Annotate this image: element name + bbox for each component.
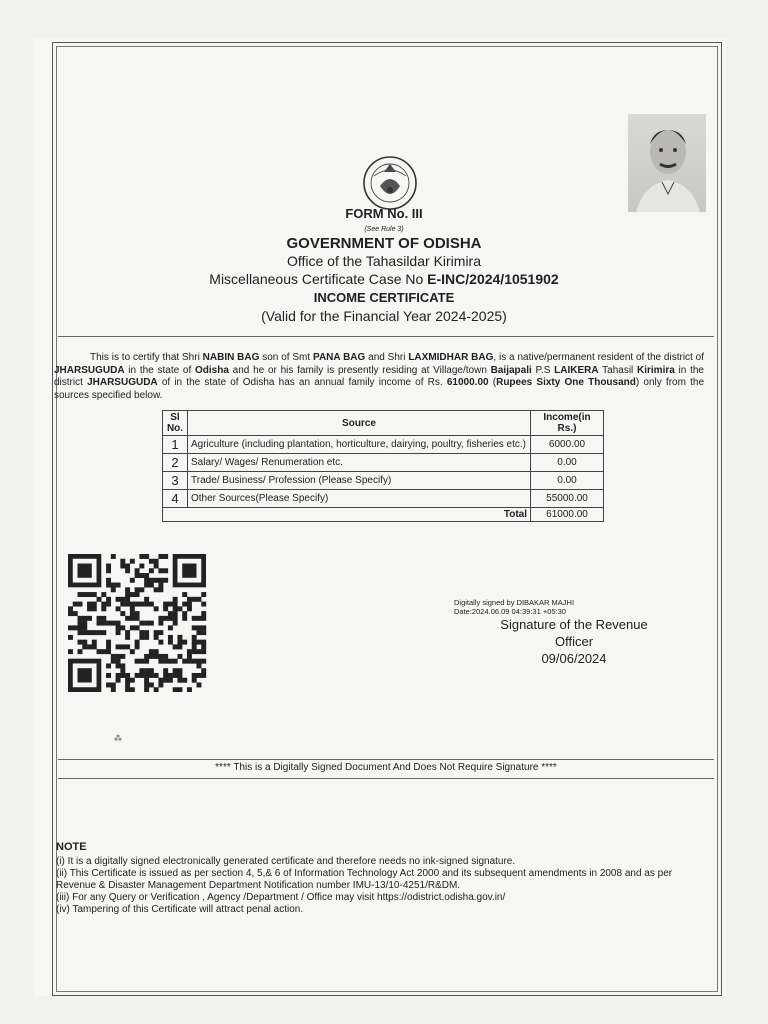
row-sl: 1	[163, 436, 188, 454]
income-words: Rupees Sixty One Thousand	[496, 377, 636, 388]
header-income: Income(in Rs.)	[531, 411, 604, 436]
see-rule-note: (See Rule 3)	[364, 226, 404, 233]
digital-signed-date: Date:2024.06.09 04:39:31 +05:30	[454, 607, 566, 616]
row-income: 0.00	[531, 454, 604, 472]
table-row	[163, 454, 604, 472]
body-text-11: (	[488, 377, 497, 388]
valid-suffix: )	[502, 308, 507, 324]
row-sl: 2	[163, 454, 188, 472]
body-text-4: , is a native/permanent resident of the district of	[493, 352, 704, 363]
list-item: (ii) This Certificate is issued as per section 4, 5,& 6 of Information Technology Act 2000 and its subsequent amendments in 2008 and as per Revenue & Disaster Management Department Notification number IMU-13/10-4251/R&DM.	[56, 868, 673, 891]
applicant-photo	[628, 114, 706, 212]
signature-date: 09/06/2024	[541, 651, 607, 666]
body-text-6: and he or his family is presently residing at Village/town	[228, 364, 491, 376]
header-sl: Sl No.	[163, 411, 188, 436]
list-item: (iii) For any Query or Verification , Agency /Department / Office may visit https://odistrict.odisha.gov.in/	[56, 892, 506, 903]
digital-signed-notice: **** This is a Digitally Signed Document And Does Not Require Signature ****	[215, 762, 557, 773]
note-list	[56, 856, 696, 916]
list-item: (i) It is a digitally signed electronically generated certificate and therefore needs no ink-signed signature.	[56, 856, 516, 867]
section-divider	[58, 336, 714, 337]
row-sl: 4	[163, 490, 188, 508]
total-label: Total	[163, 508, 531, 522]
income-amount: 61000.00	[446, 377, 489, 388]
village-name: Baijapali	[490, 364, 532, 376]
body-text-3: and Shri	[365, 352, 409, 363]
signature-block	[474, 616, 674, 667]
valid-prefix: (Valid for the Financial Year	[261, 308, 436, 324]
tahasil-name: Kirimira	[637, 364, 675, 376]
table-header-row	[163, 411, 604, 436]
row-income: 55000.00	[531, 490, 604, 508]
body-text-9: in the district	[54, 364, 704, 388]
father-name: LAXMIDHAR BAG	[408, 352, 494, 363]
government-title: GOVERNMENT OF ODISHA	[286, 235, 482, 252]
district-name: JHARSUGUDA	[54, 364, 125, 376]
signature-title: Signature of the Revenue	[500, 617, 648, 632]
row-source: Trade/ Business/ Profession (Please Specify)	[188, 472, 531, 490]
row-sl: 3	[163, 472, 188, 490]
form-number: FORM No. III	[345, 206, 423, 221]
office-line	[34, 253, 734, 269]
body-text-1: This is to certify that Shri	[90, 352, 203, 363]
row-source: Other Sources(Please Specify)	[188, 490, 531, 508]
case-prefix: Miscellaneous Certificate Case No	[209, 271, 428, 287]
body-text-2: son of Smt	[259, 352, 314, 363]
row-income: 0.00	[531, 472, 604, 490]
body-text-12: ) only from the sources specified below.	[54, 377, 705, 401]
certificate-sheet	[34, 38, 726, 996]
body-text-10: of in the state of Odisha has an annual family income of Rs.	[157, 377, 447, 388]
income-sources-table	[162, 410, 604, 522]
district-name-2: JHARSUGUDA	[87, 377, 158, 388]
office-name: Kirimira	[433, 253, 482, 269]
body-text-7: P.S	[531, 364, 555, 376]
office-prefix: Office of the Tahasildar	[286, 253, 434, 269]
mother-name: PANA BAG	[313, 352, 366, 363]
digital-signature-stamp	[454, 598, 574, 616]
total-value: 61000.00	[531, 508, 604, 522]
row-source: Salary/ Wages/ Renumeration etc.	[188, 454, 531, 472]
note-divider-bottom	[58, 778, 714, 779]
validity-line	[34, 308, 734, 324]
certificate-title: INCOME CERTIFICATE	[313, 290, 455, 305]
certification-paragraph	[54, 352, 704, 402]
note-divider-top	[58, 759, 714, 760]
table-row	[163, 472, 604, 490]
signature-officer: Officer	[554, 634, 594, 649]
state-name: Odisha	[195, 364, 229, 376]
table-row	[163, 436, 604, 454]
digital-signed-by: Digitally signed by DIBAKAR MAJHI	[454, 598, 575, 607]
scan-mark: ⁂	[114, 734, 122, 743]
list-item: (iv) Tampering of this Certificate will attract penal action.	[56, 904, 304, 915]
row-source: Agriculture (including plantation, horticulture, dairying, poultry, fisheries etc.)	[188, 436, 531, 454]
body-text-5: in the state of	[124, 364, 196, 376]
row-income: 6000.00	[531, 436, 604, 454]
table-row	[163, 490, 604, 508]
body-text-8: Tahasil	[598, 364, 638, 376]
note-title: NOTE	[56, 841, 87, 853]
valid-year: 2024-2025	[435, 308, 503, 324]
odisha-emblem-icon	[362, 128, 418, 218]
police-station: LAIKERA	[554, 364, 599, 376]
qr-code-icon[interactable]	[68, 554, 208, 692]
case-number: E-INC/2024/1051902	[427, 271, 559, 287]
person-name: NABIN BAG	[202, 352, 260, 363]
case-line	[34, 271, 734, 287]
table-total-row	[163, 508, 604, 522]
header-source: Source	[188, 411, 531, 436]
